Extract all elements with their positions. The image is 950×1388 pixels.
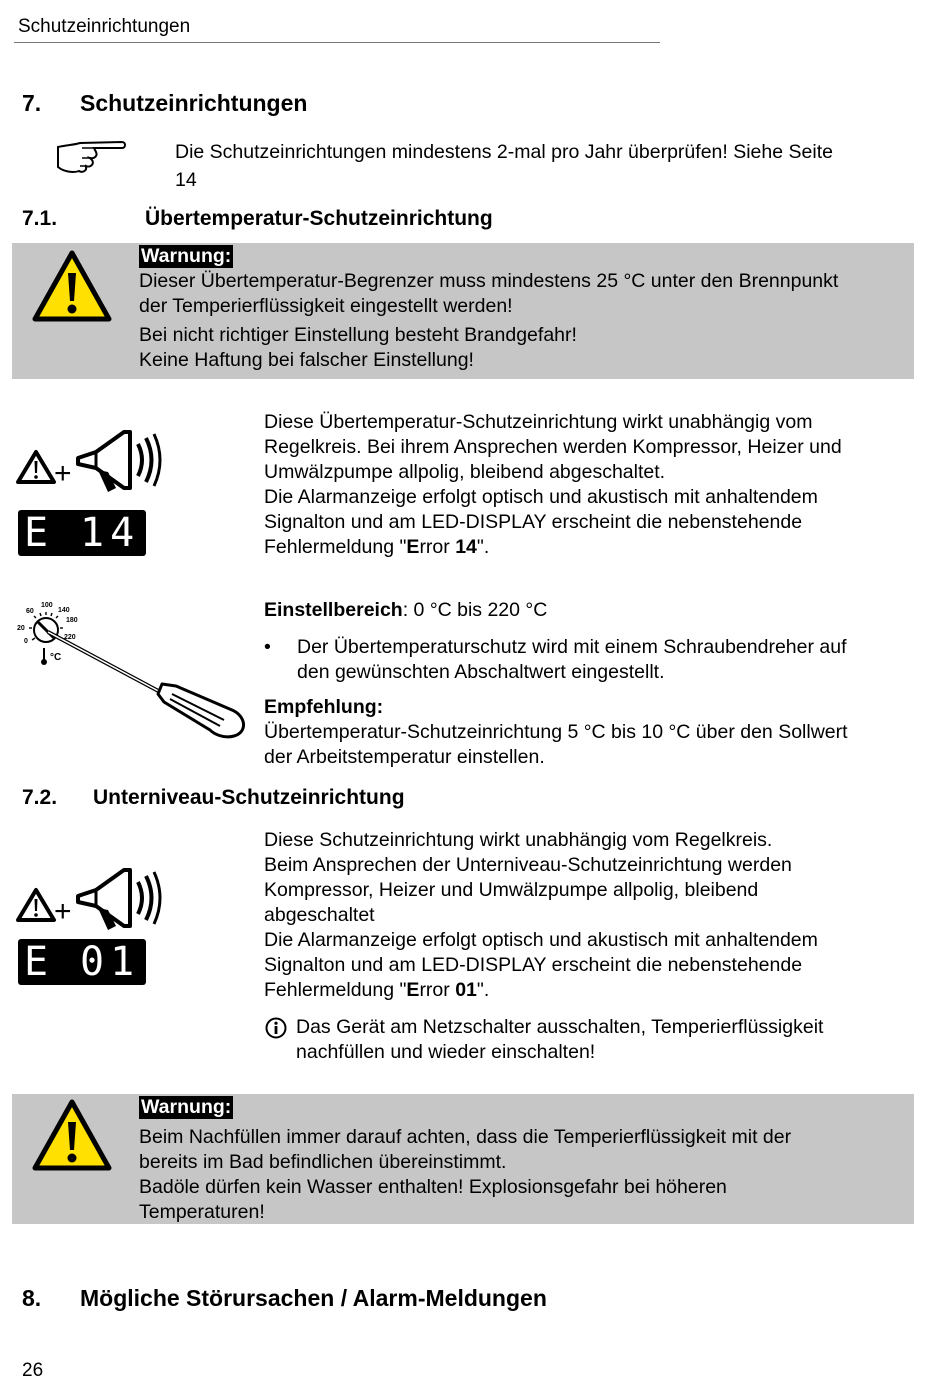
section-72-title: Unterniveau-Schutzeinrichtung [93, 786, 405, 809]
desc-line6: Signalton und am LED-DISPLAY erscheint die nebenstehende [264, 954, 803, 976]
error-e-bold: E [406, 536, 420, 558]
warning-line1: Dieser Übertemperatur-Begrenzer muss mindestens 25 °C unter den Brennpunkt [139, 270, 839, 292]
info-line2: nachfüllen und wieder einschalten! [296, 1041, 596, 1063]
warning-line3: Badöle dürfen kein Wasser enthalten! Explosionsgefahr bei höheren [139, 1176, 727, 1198]
desc-line7 [264, 978, 924, 1003]
dial-tick-180: 180 [66, 617, 78, 624]
section-7-title: Schutzeinrichtungen [80, 90, 308, 116]
warning-line1: Beim Nachfüllen immer darauf achten, dass die Temperierflüssigkeit mit der [139, 1126, 792, 1148]
info-icon [265, 1017, 287, 1039]
section-8-title: Mögliche Störursachen / Alarm-Meldungen [80, 1285, 547, 1311]
desc-line4: Die Alarmanzeige erfolgt optisch und akustisch mit anhaltendem [264, 486, 818, 508]
warning-triangle-icon [32, 249, 112, 323]
warning-line4: Keine Haftung bei falscher Einstellung! [139, 349, 474, 371]
screwdriver-dial-illustration [14, 598, 250, 748]
section-71-number: 7.1. [22, 207, 58, 230]
dial-tick-60: 60 [26, 608, 34, 615]
led-left-digit: E [24, 510, 49, 556]
overtemp-description [264, 410, 924, 560]
desc-line1: Diese Schutzeinrichtung wirkt unabhängig vom Regelkreis. [264, 829, 773, 851]
warning-text [139, 1125, 909, 1225]
warning-title: Warnung: [141, 1096, 232, 1118]
header-divider [14, 42, 660, 43]
alarm-icon-group [16, 426, 166, 496]
warning-title: Warnung: [141, 245, 232, 267]
megaphone-icon [78, 432, 160, 492]
inspection-note [175, 138, 915, 194]
led-display-e14 [18, 510, 146, 556]
desc-line5: Die Alarmanzeige erfolgt optisch und akustisch mit anhaltendem [264, 929, 818, 951]
dial-tick-0: 0 [24, 638, 28, 645]
dial-tick-220: 220 [64, 634, 76, 641]
bullet-line1: Der Übertemperaturschutz wird mit einem Schraubendreher auf [297, 636, 847, 658]
dial-tick-100: 100 [41, 602, 53, 609]
section-71-title: Übertemperatur-Schutzeinrichtung [145, 207, 493, 230]
section-72-number: 7.2. [22, 786, 58, 809]
lowlevel-description [264, 828, 924, 1003]
dial-unit: °C [50, 652, 62, 663]
screwdriver-icon [48, 632, 244, 737]
desc-line5: Signalton und am LED-DISPLAY erscheint die nebenstehende [264, 511, 803, 533]
warning-triangle-icon [32, 1098, 112, 1172]
dial-tick-140: 140 [58, 607, 70, 614]
page-number: 26 [22, 1360, 44, 1381]
info-line1: Das Gerät am Netzschalter ausschalten, Temperierflüssigkeit [296, 1016, 824, 1038]
led-left-digit: E [24, 939, 49, 985]
error-code: 01 [455, 979, 477, 1001]
desc-line1: Diese Übertemperatur-Schutzeinrichtung wirkt unabhängig vom [264, 411, 813, 433]
error-prefix: Fehlermeldung " [264, 979, 407, 1001]
warning-line2: der Temperierflüssigkeit eingestellt werden! [139, 295, 513, 317]
inspection-note-line1: Die Schutzeinrichtungen mindestens 2-mal pro Jahr überprüfen! Siehe Seite [175, 141, 833, 163]
warning-box-refill [12, 1094, 914, 1224]
pointing-hand-icon [52, 137, 128, 175]
recommendation-line1: Übertemperatur-Schutzeinrichtung 5 °C bis 10 °C über den Sollwert [264, 721, 848, 743]
error-e-bold: E [406, 979, 420, 1001]
warning-line2: bereits im Bad befindlichen übereinstimmt. [139, 1151, 507, 1173]
desc-line4: abgeschaltet [264, 904, 375, 926]
bullet-line2: den gewünschten Abschaltwert eingestellt. [297, 661, 665, 683]
alarm-icon-group-2 [16, 864, 166, 934]
desc-line2: Beim Ansprechen der Unterniveau-Schutzeinrichtung werden [264, 854, 792, 876]
recommendation-line2: der Arbeitstemperatur einstellen. [264, 746, 545, 768]
error-suffix: ". [476, 979, 490, 1001]
error-code: 14 [455, 536, 477, 558]
error-prefix: Fehlermeldung " [264, 536, 407, 558]
desc-line3: Kompressor, Heizer und Umwälzpumpe allpolig, bleibend [264, 879, 759, 901]
running-header: Schutzeinrichtungen [18, 16, 191, 37]
led-right-digits: 14 [80, 510, 141, 556]
small-warning-triangle-icon [18, 452, 54, 482]
desc-line6 [264, 535, 924, 560]
warning-line4: Temperaturen! [139, 1201, 265, 1223]
dial-tick-20: 20 [17, 625, 25, 632]
led-right-digits: 01 [80, 939, 141, 985]
recommendation [264, 695, 924, 770]
screwdriver-bullet [264, 635, 924, 685]
range-label: Einstellbereich [264, 599, 403, 621]
desc-line3: Umwälzpumpe allpolig, bleibend abgeschaltet. [264, 461, 666, 483]
plus-sign: + [54, 457, 72, 490]
range-line [264, 598, 924, 623]
recommendation-title: Empfehlung: [264, 696, 384, 718]
error-mid: rror [419, 979, 456, 1001]
section-8-number: 8. [22, 1285, 42, 1311]
desc-line2: Regelkreis. Bei ihrem Ansprechen werden Kompressor, Heizer und [264, 436, 842, 458]
error-suffix: ". [476, 536, 490, 558]
warning-line3: Bei nicht richtiger Einstellung besteht Brandgefahr! [139, 324, 577, 346]
megaphone-icon [78, 870, 160, 930]
small-warning-triangle-icon [18, 890, 54, 920]
led-display-e01 [18, 939, 146, 985]
bullet-symbol: • [264, 636, 271, 658]
range-value: : 0 °C bis 220 °C [402, 599, 548, 621]
warning-text [139, 269, 909, 373]
info-note [296, 1015, 926, 1065]
plus-sign: + [54, 895, 72, 928]
error-mid: rror [419, 536, 456, 558]
warning-box-overtemp [12, 243, 914, 379]
inspection-note-line2: 14 [175, 169, 197, 191]
section-7-number: 7. [22, 90, 42, 116]
